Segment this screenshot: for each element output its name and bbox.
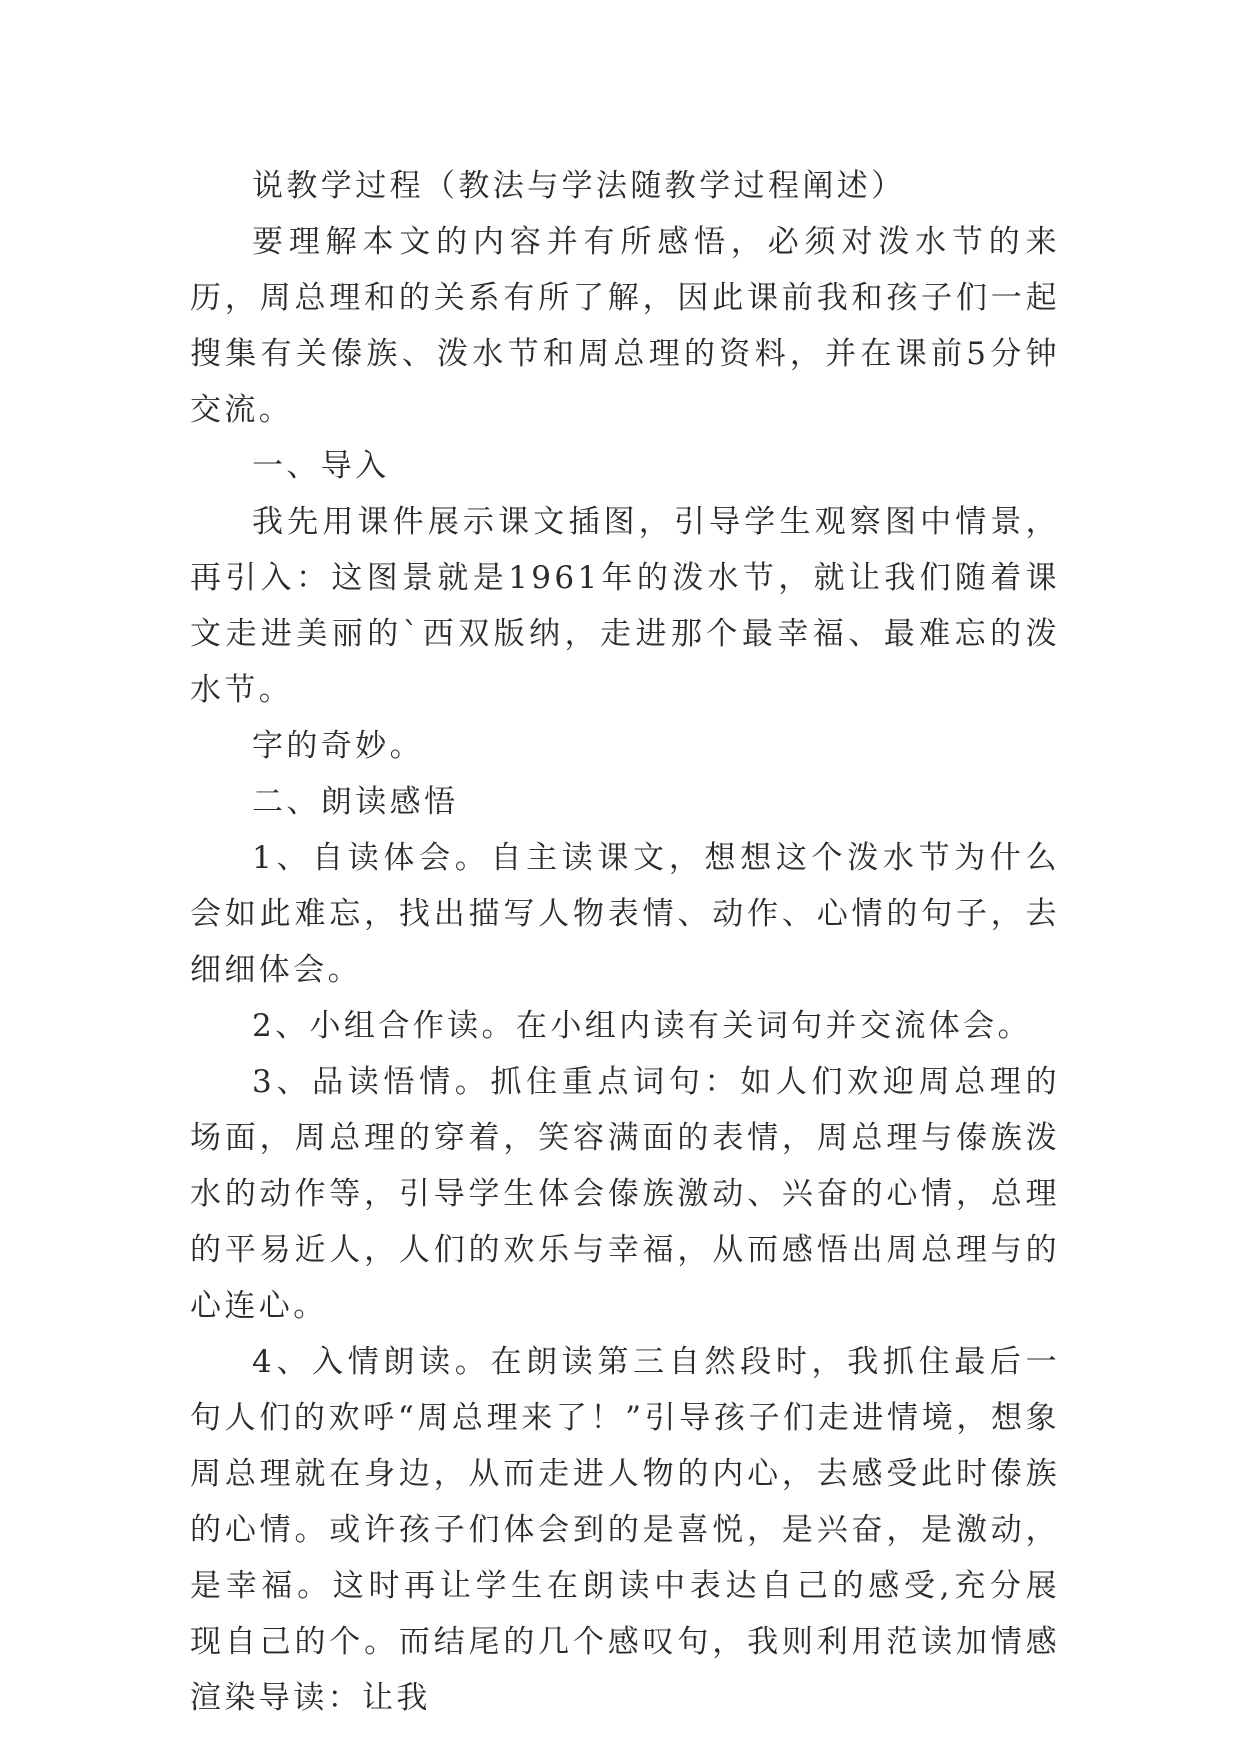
paragraph-step-2: 2、小组合作读。在小组内读有关词句并交流体会。: [252, 1008, 1032, 1044]
paragraph-step-3: 3、品读悟情。抓住重点词句：如人们欢迎周总理的场面，周总理的穿着，笑容满面的表情，周总理与傣族泼水的动作等，引导学生体会傣族激动、兴奋的心情，总理的平易近人，人们的欢乐与幸福，从而感悟出周总理与的心连心。: [190, 1064, 1060, 1324]
paragraph-step-4: 4、入情朗读。在朗读第三自然段时，我抓住最后一句人们的欢呼“周总理来了！”引导孩子们走进情境，想象周总理就在身边，从而走进人物的内心，去感受此时傣族的心情。或许孩子们体会到的是喜悦，是兴奋，是激动，是幸福。这时再让学生在朗读中表达自己的感受,充分展现自己的个。而结尾的几个感叹句，我则利用范读加情感渲染导读：让我: [190, 1344, 1060, 1716]
section-heading-introduction: 一、导入: [252, 448, 390, 484]
paragraph-introduction: 我先用课件展示课文插图，引导学生观察图中情景，再引入：这图景就是1961年的泼水节，就让我们随着课文走进美丽的`西双版纳，走进那个最幸福、最难忘的泼水节。: [190, 504, 1060, 708]
document-body: [190, 158, 1060, 1726]
paragraph-preparation: 要理解本文的内容并有所感悟，必须对泼水节的来历，周总理和的关系有所了解，因此课前我和孩子们一起搜集有关傣族、泼水节和周总理的资料，并在课前5分钟交流。: [190, 224, 1060, 428]
paragraph-fragment: 字的奇妙。: [252, 728, 424, 764]
section-heading-reading: 二、朗读感悟: [252, 784, 459, 820]
paragraph-step-1: 1、自读体会。自主读课文，想想这个泼水节为什么会如此难忘，找出描写人物表情、动作、心情的句子，去细细体会。: [190, 840, 1060, 988]
section-heading-teaching-process: 说教学过程（教法与学法随教学过程阐述）: [252, 168, 906, 204]
